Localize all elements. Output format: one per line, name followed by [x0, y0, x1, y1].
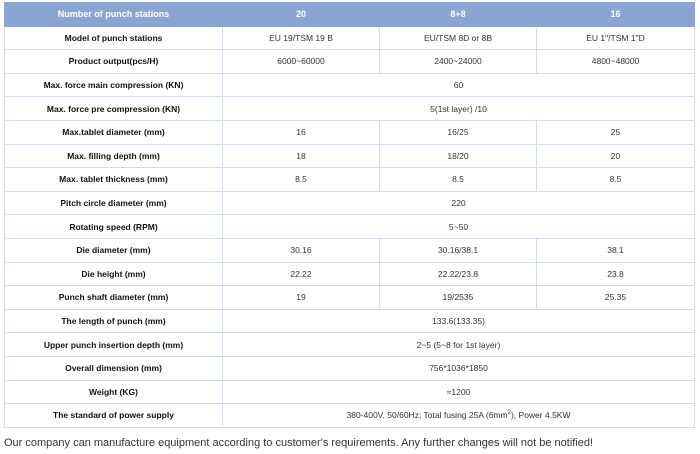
row-value: 2~5 (5~8 for 1st layer)	[223, 333, 695, 357]
table-row	[5, 97, 695, 121]
row-label: Product output(pcs/H)	[5, 50, 223, 74]
table-row	[5, 168, 695, 192]
row-value: 16/25	[380, 120, 537, 144]
table-row	[5, 286, 695, 310]
row-value: 133.6(133.35)	[223, 309, 695, 333]
row-value: 6000~60000	[223, 50, 380, 74]
row-label: Upper punch insertion depth (mm)	[5, 333, 223, 357]
row-value: 18/20	[380, 144, 537, 168]
row-label: Pitch circle diameter (mm)	[5, 191, 223, 215]
row-value: 220	[223, 191, 695, 215]
row-label: Max. filling depth (mm)	[5, 144, 223, 168]
table-row	[5, 262, 695, 286]
table-row	[5, 215, 695, 239]
row-label: Die height (mm)	[5, 262, 223, 286]
table-row	[5, 333, 695, 357]
row-value: 16	[223, 120, 380, 144]
row-value: 22.22	[223, 262, 380, 286]
row-label: Model of punch stations	[5, 26, 223, 50]
header-stations-16: 16	[537, 3, 695, 27]
row-value: 19	[223, 286, 380, 310]
table-row	[5, 50, 695, 74]
row-value: 5~50	[223, 215, 695, 239]
table-row	[5, 26, 695, 50]
row-value: 8.5	[223, 168, 380, 192]
row-label: Max. tablet thickness (mm)	[5, 168, 223, 192]
row-value: EU 1"/TSM 1"D	[537, 26, 695, 50]
header-stations-20: 20	[223, 3, 380, 27]
row-value: 25.35	[537, 286, 695, 310]
row-value: 22.22/23.8	[380, 262, 537, 286]
header-stations-8-8: 8+8	[380, 3, 537, 27]
table-row	[5, 356, 695, 380]
table-header-row	[5, 3, 695, 27]
row-label: Max.tablet diameter (mm)	[5, 120, 223, 144]
table-row	[5, 144, 695, 168]
table-body	[5, 26, 695, 427]
row-value: 18	[223, 144, 380, 168]
row-value: 8.5	[537, 168, 695, 192]
row-value: 30.16/38.1	[380, 238, 537, 262]
row-value: 38.1	[537, 238, 695, 262]
row-label: Rotating speed (RPM)	[5, 215, 223, 239]
table-row	[5, 120, 695, 144]
spec-table	[4, 2, 695, 428]
row-value: 5(1st layer) /10	[223, 97, 695, 121]
row-value: 8.5	[380, 168, 537, 192]
table-row	[5, 191, 695, 215]
row-value: 756*1036*1850	[223, 356, 695, 380]
row-label: Max. force pre compression (KN)	[5, 97, 223, 121]
row-label: Punch shaft diameter (mm)	[5, 286, 223, 310]
row-value: 19/2535	[380, 286, 537, 310]
table-row	[5, 73, 695, 97]
row-value: EU 19/TSM 19 B	[223, 26, 380, 50]
row-label: Weight (KG)	[5, 380, 223, 404]
table-row	[5, 238, 695, 262]
row-value: 20	[537, 144, 695, 168]
table-row	[5, 404, 695, 428]
table-row	[5, 309, 695, 333]
row-value: 2400~24000	[380, 50, 537, 74]
row-value: 23.8	[537, 262, 695, 286]
row-value: 60	[223, 73, 695, 97]
row-value: 4800~48000	[537, 50, 695, 74]
row-label: Max. force main compression (KN)	[5, 73, 223, 97]
row-label: Die diameter (mm)	[5, 238, 223, 262]
row-value: EU/TSM 8D or 8B	[380, 26, 537, 50]
footnote: Our company can manufacture equipment according to customer's requirements. Any further changes will not be notified!	[4, 437, 594, 449]
row-value: 30.16	[223, 238, 380, 262]
table-row	[5, 380, 695, 404]
header-label: Number of punch stations	[5, 3, 223, 27]
row-value: ≈1200	[223, 380, 695, 404]
row-value: 380-400V, 50/60Hz; Total fusing 25A $(6mm^2)$, Power 4.5KW	[223, 404, 695, 428]
row-label: Overall dimension (mm)	[5, 356, 223, 380]
row-label: The length of punch (mm)	[5, 309, 223, 333]
row-value: 25	[537, 120, 695, 144]
row-label: The standard of power supply	[5, 404, 223, 428]
